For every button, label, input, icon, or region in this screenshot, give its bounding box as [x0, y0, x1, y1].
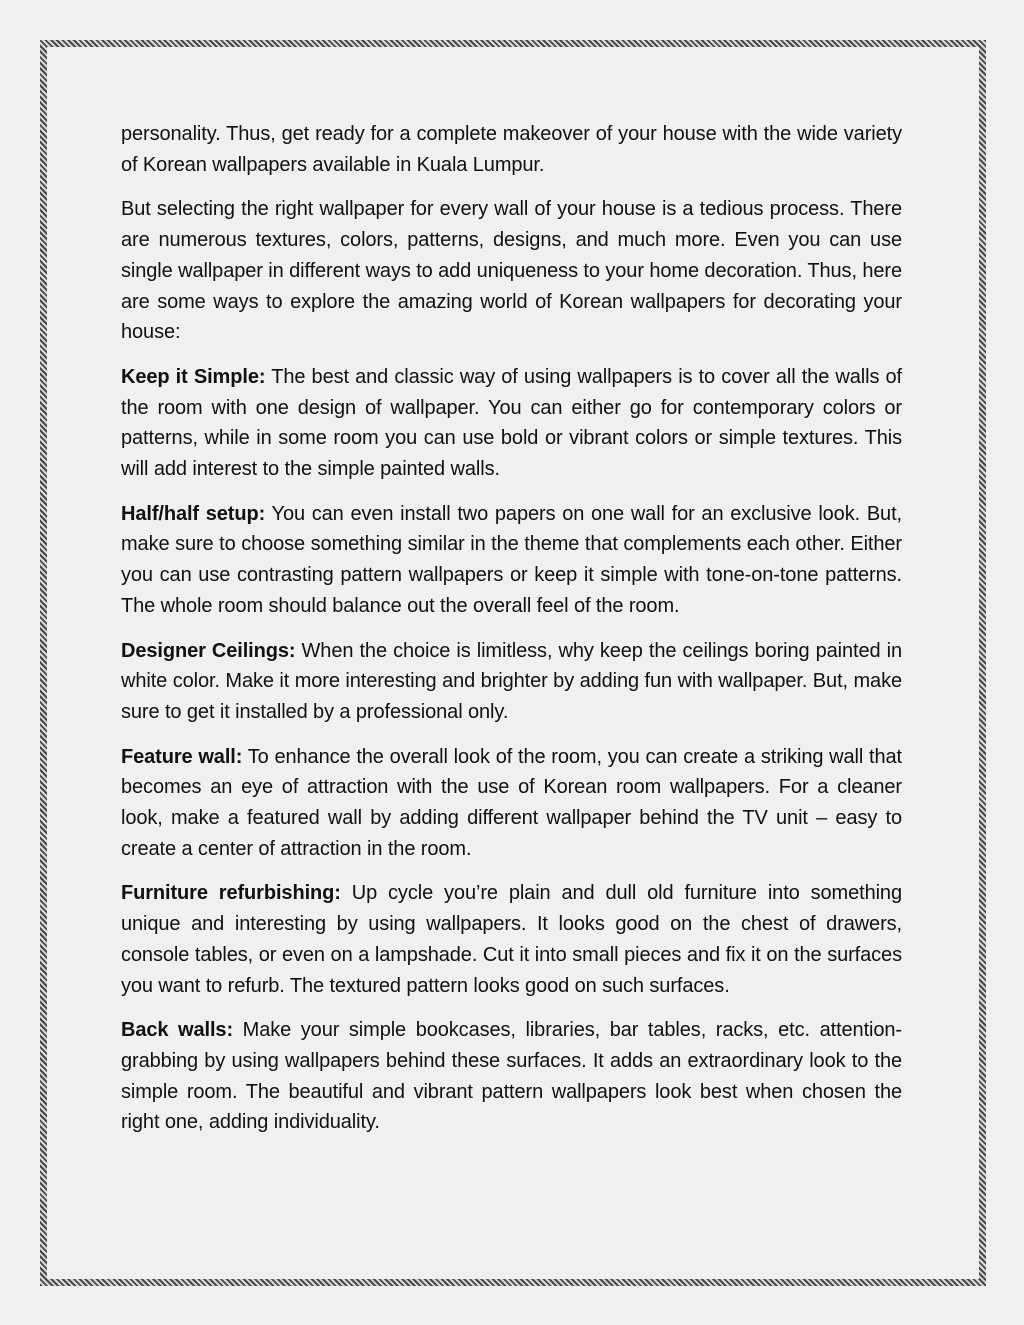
paragraph-text: Up cycle you’re plain and dull old furniture into something unique and interesting by using wallpapers. It looks good on the chest of drawers, console tables, or even on a lampshade. Cut it into small pieces and fix it on the surfaces you want to refurb. The textured pattern looks good on such surfaces.: [121, 882, 902, 997]
paragraph-heading: Half/half setup:: [121, 502, 266, 525]
paragraph-text: When the choice is limitless, why keep the ceilings boring painted in white color. Make it more interesting and brighter by adding fun with wallpaper. But, make sure to get it installed by a professional only.: [121, 639, 902, 723]
paragraph-text: Make your simple bookcases, libraries, bar tables, racks, etc. attention-grabbing by using wallpapers behind these surfaces. It adds an extraordinary look to the simple room. The beautiful and vibrant pattern wallpapers look best when chosen the right one, adding individuality.: [121, 1019, 902, 1134]
paragraph-text: You can even install two papers on one wall for an exclusive look. But, make sure to choose something similar in the theme that complements each other. Either you can use contrasting pattern wallpapers or keep it simple with tone-on-tone patterns. The whole room should balance out the overall feel of the room.: [121, 502, 902, 617]
paragraph: [121, 194, 902, 348]
paragraph-designer-ceilings: [121, 636, 902, 728]
paragraph: [121, 119, 902, 180]
document-body: [121, 119, 902, 1152]
paragraph-heading: Designer Ceilings:: [121, 639, 296, 662]
paragraph-furniture-refurbishing: [121, 878, 902, 1001]
paragraph-text: To enhance the overall look of the room, you can create a striking wall that becomes an eye of attraction with the use of Korean room wallpapers. For a cleaner look, make a featured wall by adding different wallpaper behind the TV unit – easy to create a center of attraction in the room.: [121, 745, 902, 860]
paragraph-heading: Keep it Simple:: [121, 365, 266, 388]
paragraph-heading: Furniture refurbishing:: [121, 882, 341, 905]
paragraph-keep-it-simple: [121, 362, 902, 485]
paragraph-feature-wall: [121, 742, 902, 865]
paragraph-heading: Back walls:: [121, 1019, 234, 1042]
paragraph-text: personality. Thus, get ready for a complete makeover of your house with the wide variety of Korean wallpapers available in Kuala Lumpur.: [121, 123, 902, 176]
paragraph-text: But selecting the right wallpaper for every wall of your house is a tedious process. There are numerous textures, colors, patterns, designs, and much more. Even you can use single wallpaper in different ways to add uniqueness to your home decoration. Thus, here are some ways to explore the amazing world of Korean wallpapers for decorating your house:: [121, 198, 902, 344]
paragraph-half-half-setup: [121, 499, 902, 622]
paragraph-back-walls: [121, 1015, 902, 1138]
paragraph-text: The best and classic way of using wallpapers is to cover all the walls of the room with one design of wallpaper. You can either go for contemporary colors or patterns, while in some room you can use bold or vibrant colors or simple textures. This will add interest to the simple painted walls.: [121, 365, 902, 481]
paragraph-heading: Feature wall:: [121, 745, 243, 768]
